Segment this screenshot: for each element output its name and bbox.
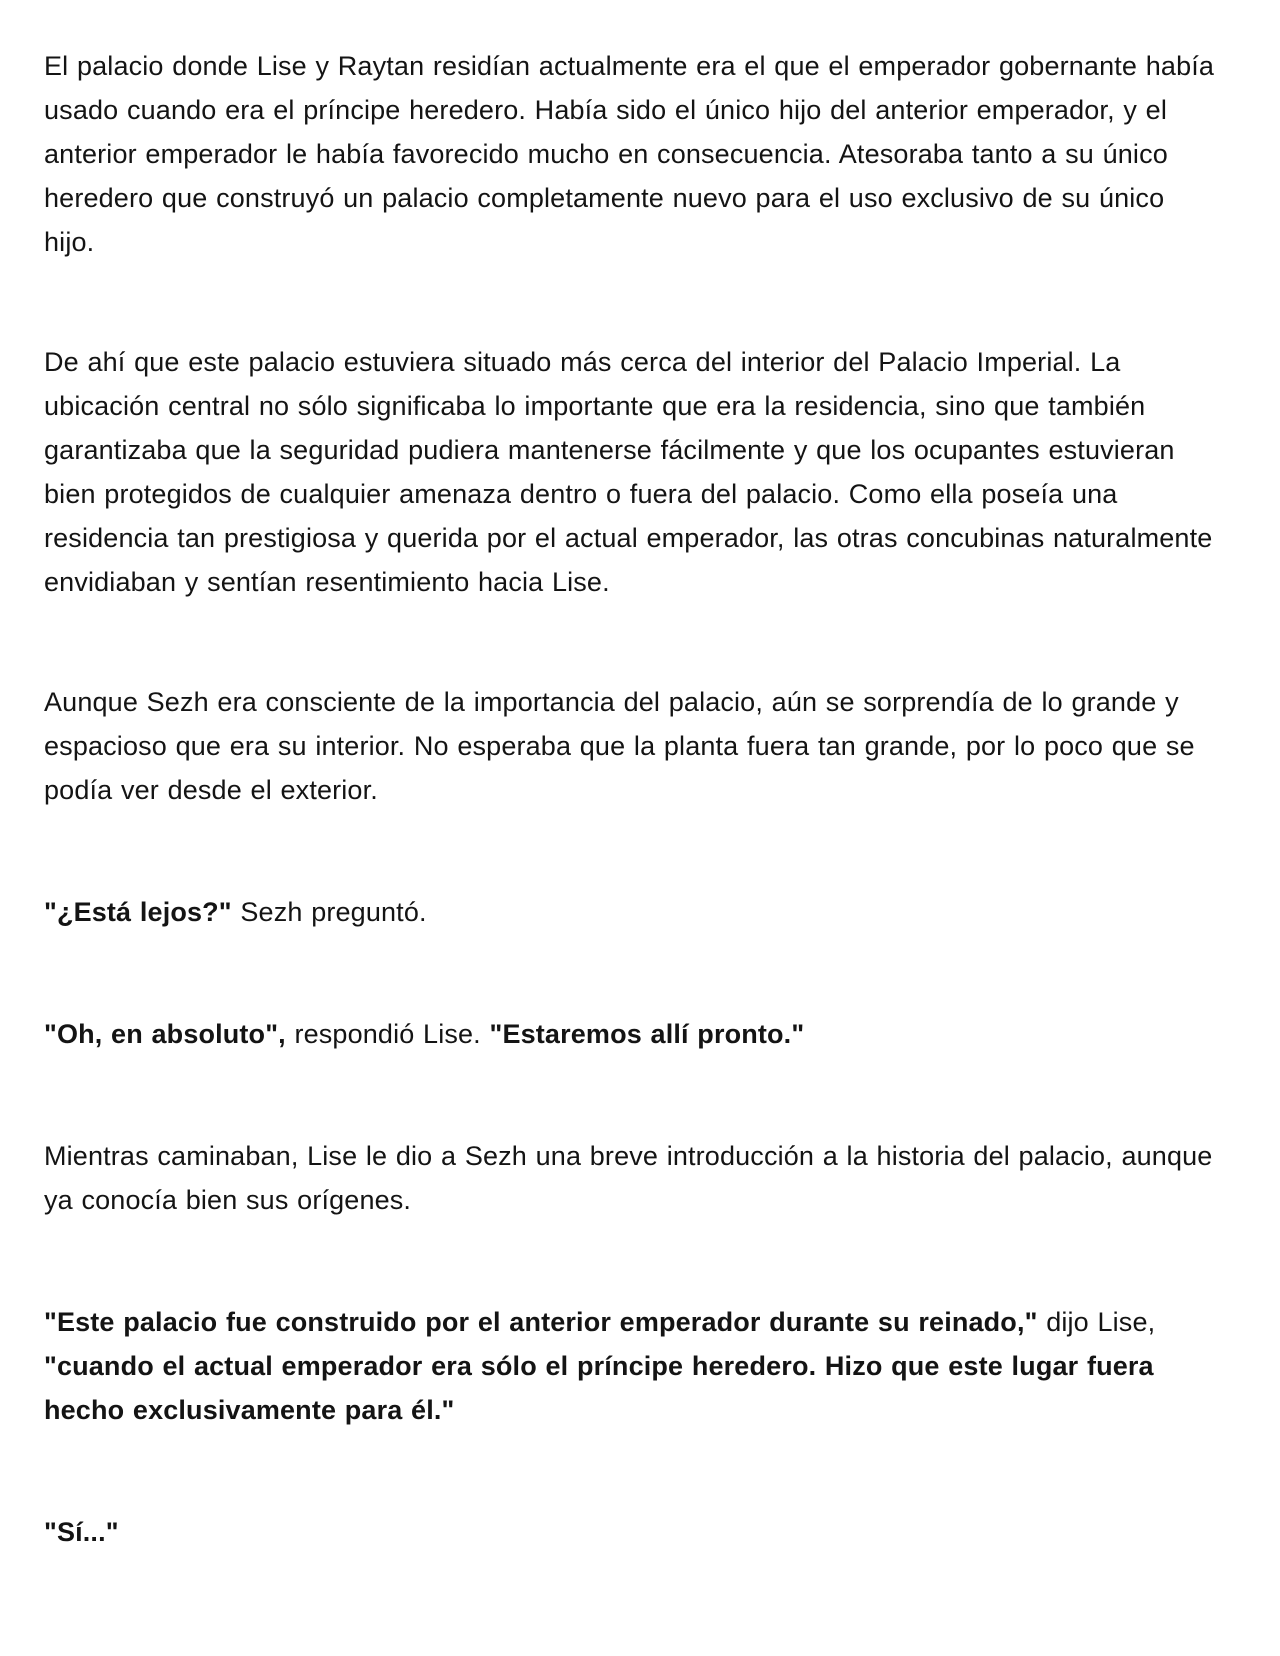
dialogue-quote: "cuando el actual emperador era sólo el príncipe heredero. Hizo que este lugar fuera hecho exclusivamente para él." (44, 1351, 1154, 1425)
paragraph-palace-origin (44, 44, 1220, 264)
paragraph-palace-location (44, 340, 1220, 604)
dialogue-quote: "Sí..." (44, 1517, 119, 1547)
paragraph-text: De ahí que este palacio estuviera situado más cerca del interior del Palacio Imperial. La ubicación central no sólo significaba lo importante que era la residencia, sino que también garantizaba que la seguridad pudiera mantenerse fácilmente y que los ocupantes estuvieran bien protegidos de cualquier amenaza dentro o fuera del palacio. Como ella poseía una residencia tan prestigiosa y querida por el actual emperador, las otras concubinas naturalmente envidiaban y sentían resentimiento hacia Lise. (44, 347, 1213, 597)
dialogue-quote: "¿Está lejos?" (44, 897, 232, 927)
dialogue-tag: respondió Lise. (285, 1019, 490, 1049)
dialogue-quote: "Este palacio fue construido por el anterior emperador durante su reinado," (44, 1307, 1038, 1337)
paragraph-text: Aunque Sezh era consciente de la importancia del palacio, aún se sorprendía de lo grande y espacioso que era su interior. No esperaba que la planta fuera tan grande, por lo poco que se podía ver desde el exterior. (44, 687, 1195, 805)
dialogue-tag: dijo Lise, (1037, 1307, 1156, 1337)
paragraph-sezh-surprise (44, 680, 1220, 812)
dialogue-quote: "Estaremos allí pronto." (489, 1019, 805, 1049)
dialogue-line-reply (44, 1510, 1220, 1554)
dialogue-tag: Sezh preguntó. (231, 897, 427, 927)
paragraph-text: Mientras caminaban, Lise le dio a Sezh una breve introducción a la historia del palacio, aunque ya conocía bien sus orígenes. (44, 1141, 1213, 1215)
dialogue-line-sezh-question (44, 890, 1220, 934)
dialogue-line-lise-history (44, 1300, 1220, 1432)
dialogue-line-lise-answer (44, 1012, 1220, 1056)
dialogue-quote: "Oh, en absoluto", (44, 1019, 286, 1049)
paragraph-text: El palacio donde Lise y Raytan residían actualmente era el que el emperador gobernante había usado cuando era el príncipe heredero. Había sido el único hijo del anterior emperador, y el anterior emperador le había favorecido mucho en consecuencia. Atesoraba tanto a su único heredero que construyó un palacio completamente nuevo para el uso exclusivo de su único hijo. (44, 51, 1215, 257)
paragraph-history-intro (44, 1134, 1220, 1222)
